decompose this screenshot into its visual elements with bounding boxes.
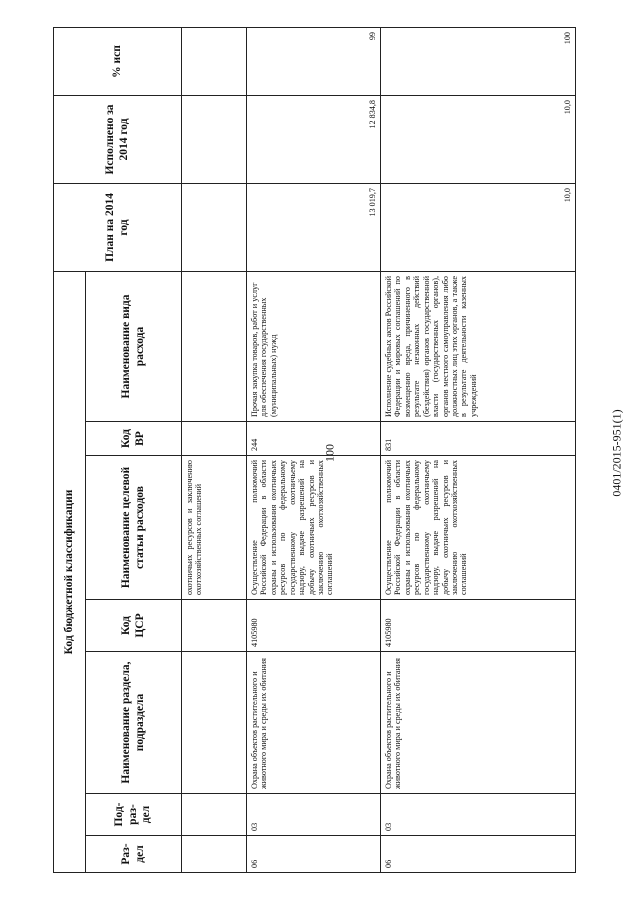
budget-table: [53, 27, 576, 873]
table-row: [247, 27, 381, 872]
expense-name-cell: Прочая закупка товаров, работ и услуг для обеспечения государственных (муниципальных) нужд: [247, 271, 381, 421]
section-name-cell: Охрана объектов растительного и животного мира и среды их обитания: [247, 652, 381, 794]
razdel-cell: 06: [381, 836, 576, 873]
percent-header: % исп: [54, 27, 182, 95]
plan-cell: 10,0: [381, 183, 576, 271]
plan-header: План на 2014 год: [54, 183, 182, 271]
razdel-cell: [182, 836, 247, 873]
executed-cell: 12 834,8: [247, 95, 381, 183]
target-name-header: Наименование целевой статьи расходов: [86, 456, 182, 600]
csr-code-cell: 4105980: [381, 600, 576, 652]
percent-cell: 99: [247, 27, 381, 95]
podrazdel-cell: [182, 794, 247, 836]
document-id: 0401/2015-951(1): [609, 409, 624, 497]
podrazdel-cell: 03: [381, 794, 576, 836]
rotated-page-content: [53, 28, 572, 873]
executed-cell: [182, 95, 247, 183]
plan-cell: [182, 183, 247, 271]
percent-cell: 100: [381, 27, 576, 95]
razdel-cell: 06: [247, 836, 381, 873]
page-number: 100: [322, 444, 337, 462]
target-name-cell: Осуществление полномочий Российской Федерации в области охраны и использования охотничьих ресурсов по федеральному государственному охотничьему надзору, выдаче разрешений на добычу охотничьих ресурсов и заключению охотхозяйственных соглашений: [247, 456, 381, 600]
csr-code-header: Код ЦСР: [86, 600, 182, 652]
table-row: [182, 27, 247, 872]
podrazdel-header: Под- раз- дел: [86, 794, 182, 836]
table-row: [381, 27, 576, 872]
csr-code-cell: 4105980: [247, 600, 381, 652]
budget-classification-header: Код бюджетной классификации: [54, 271, 86, 872]
expense-name-cell: Исполнение судебных актов Российской Федерации и мировых соглашений по возмещению вреда, причиненного в результате незаконных действий (бездействия) органов государственной власти (государственных органов), органов местного самоуправления либо должностных лиц этих органов, а также в результате деятельности казенных учреждений: [381, 271, 576, 421]
vr-code-cell: 831: [381, 422, 576, 456]
razdel-header: Раз- дел: [86, 836, 182, 873]
expense-name-cell: [182, 271, 247, 421]
percent-cell: [182, 27, 247, 95]
vr-code-cell: [182, 422, 247, 456]
executed-cell: 10,0: [381, 95, 576, 183]
vr-code-header: Код ВР: [86, 422, 182, 456]
expense-name-header: Наименование вида расхода: [86, 271, 182, 421]
target-name-cell: охотничьих ресурсов и заключению охотхозяйственных соглашений: [182, 456, 247, 600]
target-name-cell: Осуществление полномочий Российской Федерации в области охраны и использования охотничьих ресурсов по федеральному государственному охотничьему надзору, выдаче разрешений на добычу охотничьих ресурсов и заключению охотхозяйственных соглашений: [381, 456, 576, 600]
section-name-header: Наименование раздела, подраздела: [86, 652, 182, 794]
plan-cell: 13 019,7: [247, 183, 381, 271]
csr-code-cell: [182, 600, 247, 652]
vr-code-cell: 244: [247, 422, 381, 456]
executed-header: Исполнено за 2014 год: [54, 95, 182, 183]
podrazdel-cell: 03: [247, 794, 381, 836]
section-name-cell: Охрана объектов растительного и животного мира и среды их обитания: [381, 652, 576, 794]
section-name-cell: [182, 652, 247, 794]
